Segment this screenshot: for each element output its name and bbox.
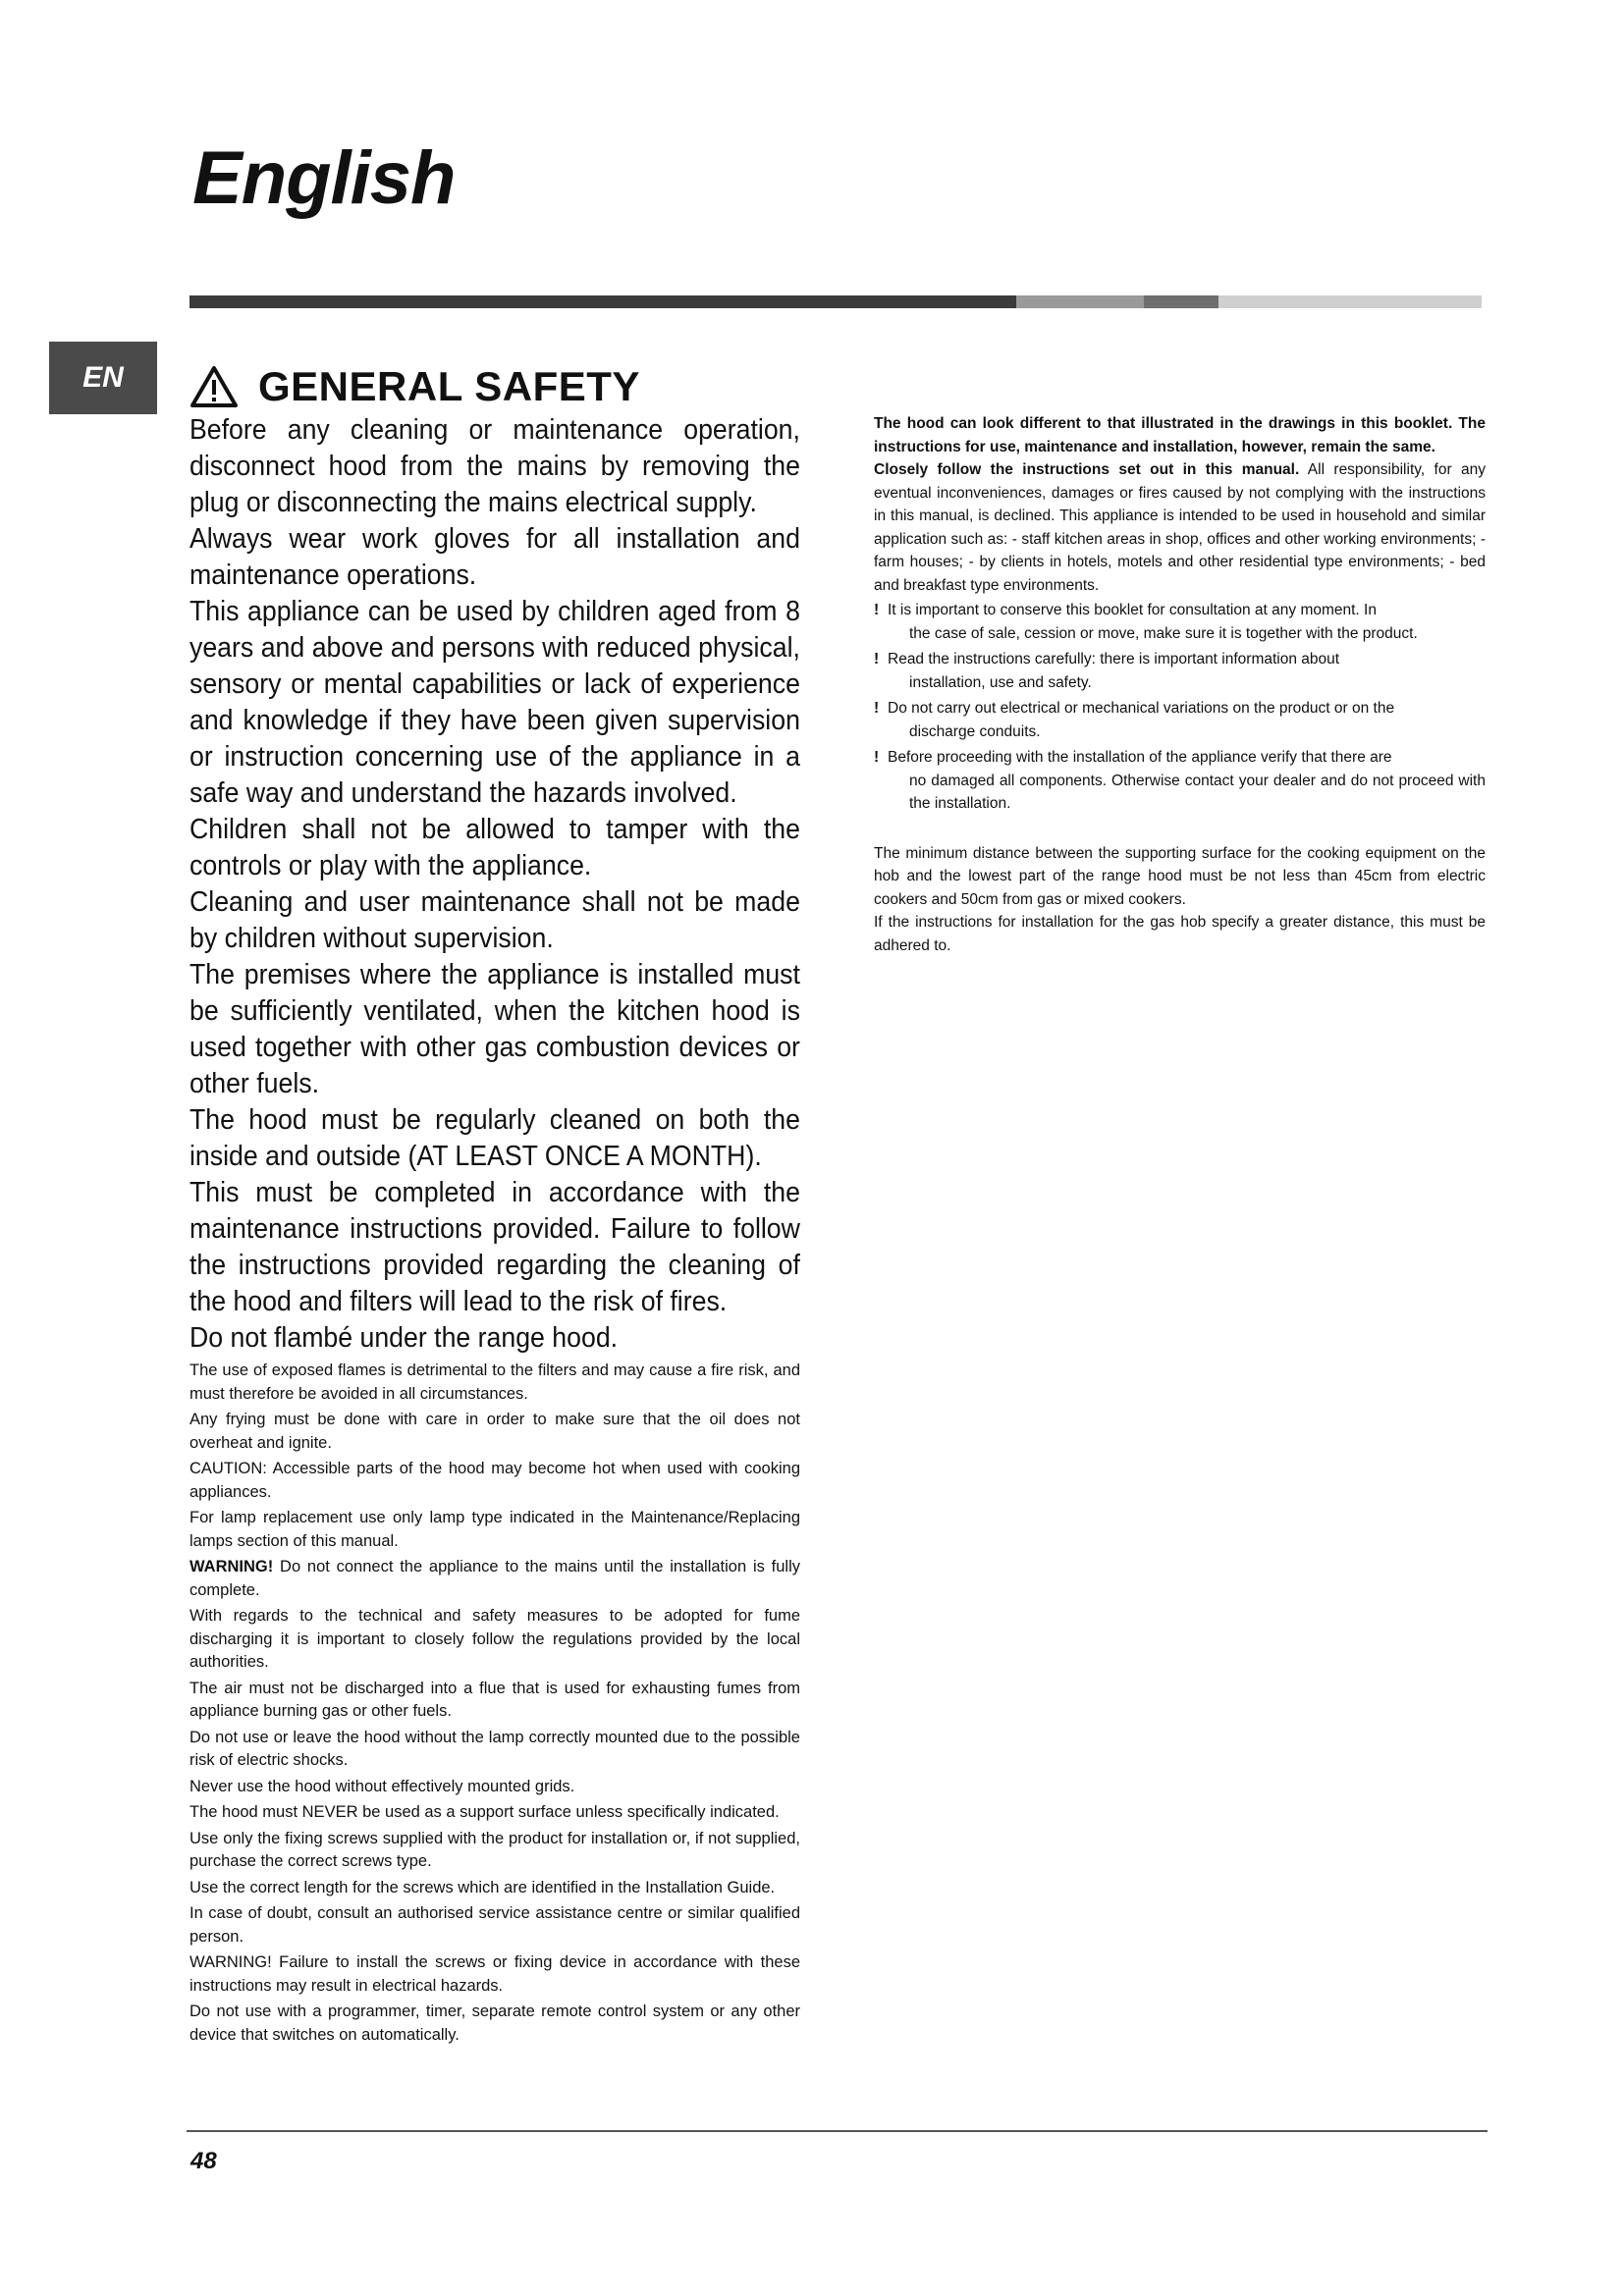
lead-paragraph: Do not flambé under the range hood. [189, 1322, 619, 1354]
follow-instructions-bold: Closely follow the instructions set out in this manual. [874, 461, 1300, 478]
note-item [874, 746, 1486, 816]
safety-details [189, 1360, 800, 2047]
language-title: English [192, 136, 456, 220]
note-rest: installation, use and safety. [909, 673, 1092, 691]
safety-paragraph: With regards to the technical and safety measures to be adopted for fume discharging it is important to closely follow the regulations provided by the local authorities. [189, 1607, 800, 1671]
warning-text: Do not connect the appliance to the mains until the installation is fully complete. [189, 1558, 800, 1599]
safety-paragraph: Do not use or leave the hood without the lamp correctly mounted due to the possible risk of electric shocks. [189, 1728, 800, 1769]
safety-paragraph: Do not use with a programmer, timer, separate remote control system or any other device that switches on automatically. [189, 2002, 800, 2044]
gas-hob-note: If the instructions for installation for the gas hob specify a greater distance, this must be adhered to. [874, 914, 1486, 954]
note-text [888, 746, 1486, 816]
note-item [874, 648, 1486, 694]
lead-paragraph: This must be completed in accordance with the maintenance instructions provided. Failure to follow the instructions provided regarding the cleaning of the hood and filters will lead to the risk of fires. [189, 1177, 800, 1317]
header-rule-dark2 [1144, 295, 1218, 308]
section-title [189, 363, 640, 410]
page-number: 48 [190, 2148, 217, 2174]
header-rule-mid [1016, 295, 1144, 308]
lead-paragraph: The hood must be regularly cleaned on both the inside and outside (AT LEAST ONCE A MONTH). [189, 1104, 800, 1172]
safety-paragraph: The use of exposed flames is detrimental to the filters and may cause a fire risk, and must therefore be avoided in all circumstances. [189, 1362, 800, 1403]
safety-paragraph: WARNING! Failure to install the screws or fixing device in accordance with these instructions may result in electrical hazards. [189, 1953, 800, 1995]
safety-paragraph: Use only the fixing screws supplied with the product for installation or, if not supplied, purchase the correct screws type. [189, 1829, 800, 1870]
note-first: It is important to conserve this booklet for consultation at any moment. In [888, 602, 1377, 618]
header-rule-dark [189, 295, 1016, 308]
left-column [189, 412, 800, 2050]
note-text [888, 648, 1486, 694]
section-title-text: GENERAL SAFETY [258, 363, 640, 409]
lead-paragraph: Before any cleaning or maintenance operation, disconnect hood from the mains by removing the plug or disconnecting the mains electrical supply. [189, 414, 800, 518]
minimum-distance: The minimum distance between the supporting surface for the cooking equipment on the hob and the lowest part of the range hood must be not less than 45cm from electric cookers and 50cm from gas or mixed cookers. [874, 844, 1486, 908]
safety-paragraph: Any frying must be done with care in order to make sure that the oil does not overheat and ignite. [189, 1411, 800, 1452]
note-text [888, 697, 1486, 743]
note-first: Read the instructions carefully: there is important information about [888, 651, 1340, 667]
header-rule-light [1218, 295, 1482, 308]
note-bang: ! [874, 700, 880, 717]
right-column [874, 412, 1486, 957]
note-first: Do not carry out electrical or mechanical variations on the product or on the [888, 700, 1395, 717]
lead-paragraphs [189, 412, 800, 1357]
safety-paragraph: Never use the hood without effectively mounted grids. [189, 1777, 575, 1795]
note-item [874, 599, 1486, 645]
warning-label: WARNING! [189, 1558, 274, 1575]
note-bang: ! [874, 651, 880, 667]
note-bang: ! [874, 749, 880, 766]
safety-paragraph: In case of doubt, consult an authorised service assistance centre or similar qualified person. [189, 1904, 800, 1946]
lead-paragraph: Always wear work gloves for all installation and maintenance operations. [189, 523, 800, 591]
safety-paragraph: CAUTION: Accessible parts of the hood may become hot when used with cooking appliances. [189, 1460, 800, 1501]
footer-rule [187, 2130, 1488, 2132]
note-item [874, 697, 1486, 743]
follow-instructions-text: All responsibility, for any eventual inconveniences, damages or fires caused by not complying with the instructions in this manual, is declined. This appliance is intended to be used in household and similar application such as: - staff kitchen areas in shop, offices and other working environments; - farm houses; - by clients in hotels, motels and other residential type environments; - bed and breakfast type environments. [874, 461, 1486, 594]
note-first: Before proceeding with the installation of the appliance verify that there are [888, 749, 1392, 766]
intro-note: The hood can look different to that illustrated in the drawings in this booklet. The instructions for use, maintenance and installation, however, remain the same. [874, 415, 1486, 455]
safety-paragraph: The hood must NEVER be used as a support surface unless specifically indicated. [189, 1803, 780, 1821]
lead-paragraph: Children shall not be allowed to tamper with the controls or play with the appliance. [189, 814, 800, 881]
safety-paragraph: For lamp replacement use only lamp type indicated in the Maintenance/Replacing lamps section of this manual. [189, 1509, 800, 1550]
note-rest: no damaged all components. Otherwise contact your dealer and do not proceed with the installation. [909, 772, 1486, 812]
note-rest: discharge conduits. [909, 722, 1041, 740]
lead-paragraph: The premises where the appliance is installed must be sufficiently ventilated, when the kitchen hood is used together with other gas combustion devices or other fuels. [189, 959, 800, 1099]
note-text [888, 599, 1486, 645]
language-tab: EN [49, 342, 157, 414]
follow-instructions [874, 458, 1486, 597]
note-bang: ! [874, 602, 880, 618]
note-rest: the case of sale, cession or move, make sure it is together with the product. [909, 624, 1418, 642]
warning-paragraph [189, 1556, 800, 1602]
safety-paragraph: The air must not be discharged into a flue that is used for exhausting fumes from appliance burning gas or other fuels. [189, 1679, 800, 1720]
safety-paragraph: Use the correct length for the screws which are identified in the Installation Guide. [189, 1878, 776, 1896]
lead-paragraph: This appliance can be used by children aged from 8 years and above and persons with reduced physical, sensory or mental capabilities or lack of experience and knowledge if they have been given supervision or instruction concerning use of the appliance in a safe way and understand the hazards involved. [189, 596, 800, 809]
spacer [874, 819, 1486, 842]
lead-paragraph: Cleaning and user maintenance shall not be made by children without supervision. [189, 886, 800, 954]
warning-triangle-icon [189, 365, 239, 408]
